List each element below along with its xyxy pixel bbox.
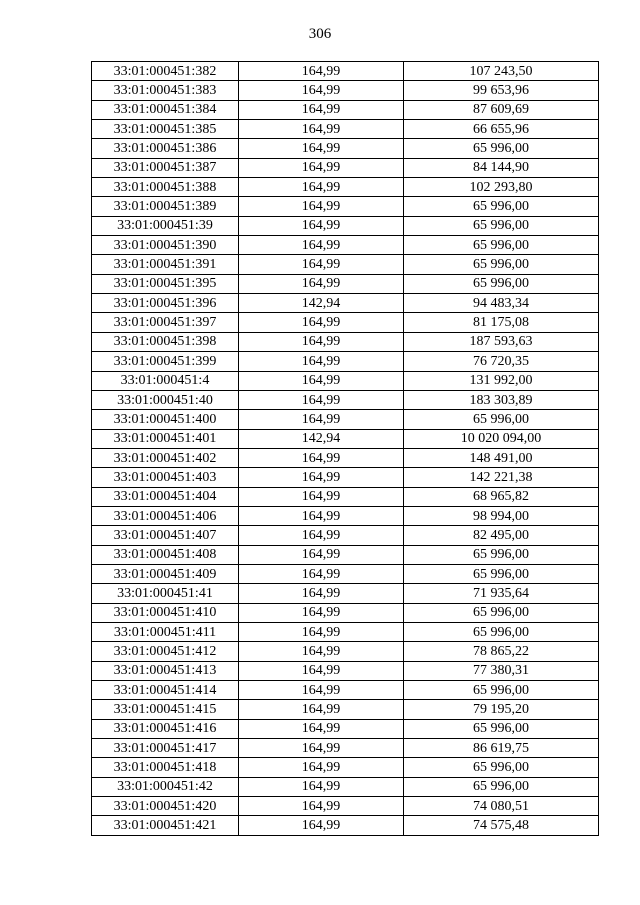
cadastral-number-cell: 33:01:000451:396 <box>92 294 239 313</box>
table-row <box>92 564 599 583</box>
value-cell: 98 994,00 <box>404 506 599 525</box>
table-row <box>92 719 599 738</box>
area-cell: 164,99 <box>239 371 404 390</box>
cadastral-number-cell: 33:01:000451:386 <box>92 139 239 158</box>
table-row <box>92 332 599 351</box>
table-row <box>92 313 599 332</box>
table-row <box>92 700 599 719</box>
cadastral-number-cell: 33:01:000451:417 <box>92 739 239 758</box>
cadastral-number-cell: 33:01:000451:389 <box>92 197 239 216</box>
value-cell: 76 720,35 <box>404 352 599 371</box>
value-cell: 71 935,64 <box>404 584 599 603</box>
cadastral-number-cell: 33:01:000451:409 <box>92 564 239 583</box>
value-cell: 65 996,00 <box>404 410 599 429</box>
area-cell: 164,99 <box>239 603 404 622</box>
table-row <box>92 352 599 371</box>
cadastral-number-cell: 33:01:000451:399 <box>92 352 239 371</box>
area-cell: 164,99 <box>239 487 404 506</box>
area-cell: 164,99 <box>239 642 404 661</box>
table-row <box>92 294 599 313</box>
cadastral-number-cell: 33:01:000451:382 <box>92 62 239 81</box>
cadastral-number-cell: 33:01:000451:385 <box>92 120 239 139</box>
area-cell: 164,99 <box>239 468 404 487</box>
table-row <box>92 100 599 119</box>
table-row <box>92 390 599 409</box>
table-row <box>92 255 599 274</box>
cadastral-number-cell: 33:01:000451:420 <box>92 797 239 816</box>
table-row <box>92 120 599 139</box>
area-cell: 142,94 <box>239 294 404 313</box>
table-body <box>92 62 599 836</box>
value-cell: 66 655,96 <box>404 120 599 139</box>
area-cell: 164,99 <box>239 332 404 351</box>
value-cell: 65 996,00 <box>404 758 599 777</box>
value-cell: 94 483,34 <box>404 294 599 313</box>
area-cell: 164,99 <box>239 758 404 777</box>
table-row <box>92 758 599 777</box>
area-cell: 164,99 <box>239 313 404 332</box>
cadastral-number-cell: 33:01:000451:40 <box>92 390 239 409</box>
value-cell: 65 996,00 <box>404 545 599 564</box>
area-cell: 164,99 <box>239 719 404 738</box>
value-cell: 86 619,75 <box>404 739 599 758</box>
area-cell: 164,99 <box>239 410 404 429</box>
area-cell: 164,99 <box>239 216 404 235</box>
cadastral-number-cell: 33:01:000451:388 <box>92 178 239 197</box>
area-cell: 164,99 <box>239 100 404 119</box>
cadastral-number-cell: 33:01:000451:403 <box>92 468 239 487</box>
area-cell: 164,99 <box>239 816 404 835</box>
value-cell: 65 996,00 <box>404 216 599 235</box>
table-row <box>92 739 599 758</box>
value-cell: 102 293,80 <box>404 178 599 197</box>
table-row <box>92 816 599 835</box>
cadastral-number-cell: 33:01:000451:39 <box>92 216 239 235</box>
area-cell: 164,99 <box>239 236 404 255</box>
value-cell: 65 996,00 <box>404 255 599 274</box>
cadastral-number-cell: 33:01:000451:407 <box>92 526 239 545</box>
table-row <box>92 584 599 603</box>
cadastral-number-cell: 33:01:000451:413 <box>92 661 239 680</box>
cadastral-number-cell: 33:01:000451:41 <box>92 584 239 603</box>
value-cell: 65 996,00 <box>404 603 599 622</box>
table-row <box>92 487 599 506</box>
area-cell: 164,99 <box>239 139 404 158</box>
value-cell: 99 653,96 <box>404 81 599 100</box>
value-cell: 82 495,00 <box>404 526 599 545</box>
cadastral-number-cell: 33:01:000451:418 <box>92 758 239 777</box>
value-cell: 183 303,89 <box>404 390 599 409</box>
table-row <box>92 661 599 680</box>
table-row <box>92 448 599 467</box>
value-cell: 131 992,00 <box>404 371 599 390</box>
area-cell: 164,99 <box>239 178 404 197</box>
table-row <box>92 797 599 816</box>
value-cell: 65 996,00 <box>404 197 599 216</box>
table-row <box>92 429 599 448</box>
value-cell: 68 965,82 <box>404 487 599 506</box>
area-cell: 164,99 <box>239 661 404 680</box>
table-row <box>92 274 599 293</box>
value-cell: 65 996,00 <box>404 139 599 158</box>
value-cell: 148 491,00 <box>404 448 599 467</box>
area-cell: 164,99 <box>239 255 404 274</box>
area-cell: 164,99 <box>239 448 404 467</box>
value-cell: 78 865,22 <box>404 642 599 661</box>
cadastral-number-cell: 33:01:000451:398 <box>92 332 239 351</box>
value-cell: 79 195,20 <box>404 700 599 719</box>
value-cell: 65 996,00 <box>404 236 599 255</box>
value-cell: 10 020 094,00 <box>404 429 599 448</box>
table-row <box>92 506 599 525</box>
area-cell: 164,99 <box>239 158 404 177</box>
area-cell: 164,99 <box>239 777 404 796</box>
value-cell: 187 593,63 <box>404 332 599 351</box>
area-cell: 164,99 <box>239 545 404 564</box>
value-cell: 65 996,00 <box>404 719 599 738</box>
cadastral-number-cell: 33:01:000451:401 <box>92 429 239 448</box>
table-row <box>92 526 599 545</box>
table-row <box>92 178 599 197</box>
cadastral-number-cell: 33:01:000451:395 <box>92 274 239 293</box>
table-row <box>92 216 599 235</box>
value-cell: 65 996,00 <box>404 564 599 583</box>
area-cell: 164,99 <box>239 81 404 100</box>
area-cell: 142,94 <box>239 429 404 448</box>
area-cell: 164,99 <box>239 622 404 641</box>
cadastral-number-cell: 33:01:000451:387 <box>92 158 239 177</box>
area-cell: 164,99 <box>239 352 404 371</box>
table-row <box>92 468 599 487</box>
cadastral-number-cell: 33:01:000451:402 <box>92 448 239 467</box>
area-cell: 164,99 <box>239 564 404 583</box>
area-cell: 164,99 <box>239 700 404 719</box>
table-row <box>92 197 599 216</box>
area-cell: 164,99 <box>239 274 404 293</box>
value-cell: 107 243,50 <box>404 62 599 81</box>
area-cell: 164,99 <box>239 797 404 816</box>
table-row <box>92 603 599 622</box>
area-cell: 164,99 <box>239 390 404 409</box>
cadastral-number-cell: 33:01:000451:411 <box>92 622 239 641</box>
area-cell: 164,99 <box>239 120 404 139</box>
page-number: 306 <box>308 26 332 42</box>
cadastral-number-cell: 33:01:000451:416 <box>92 719 239 738</box>
table-row <box>92 681 599 700</box>
table-row <box>92 777 599 796</box>
cadastral-number-cell: 33:01:000451:406 <box>92 506 239 525</box>
table-row <box>92 158 599 177</box>
area-cell: 164,99 <box>239 197 404 216</box>
value-cell: 142 221,38 <box>404 468 599 487</box>
cadastral-number-cell: 33:01:000451:42 <box>92 777 239 796</box>
cadastral-number-cell: 33:01:000451:384 <box>92 100 239 119</box>
value-cell: 77 380,31 <box>404 661 599 680</box>
data-table <box>91 61 599 836</box>
area-cell: 164,99 <box>239 739 404 758</box>
table-row <box>92 622 599 641</box>
cadastral-number-cell: 33:01:000451:383 <box>92 81 239 100</box>
area-cell: 164,99 <box>239 584 404 603</box>
value-cell: 65 996,00 <box>404 622 599 641</box>
value-cell: 74 080,51 <box>404 797 599 816</box>
value-cell: 84 144,90 <box>404 158 599 177</box>
cadastral-number-cell: 33:01:000451:390 <box>92 236 239 255</box>
cadastral-number-cell: 33:01:000451:414 <box>92 681 239 700</box>
cadastral-number-cell: 33:01:000451:397 <box>92 313 239 332</box>
table-row <box>92 371 599 390</box>
value-cell: 87 609,69 <box>404 100 599 119</box>
cadastral-number-cell: 33:01:000451:404 <box>92 487 239 506</box>
cadastral-number-cell: 33:01:000451:391 <box>92 255 239 274</box>
value-cell: 81 175,08 <box>404 313 599 332</box>
value-cell: 65 996,00 <box>404 681 599 700</box>
area-cell: 164,99 <box>239 526 404 545</box>
area-cell: 164,99 <box>239 681 404 700</box>
cadastral-number-cell: 33:01:000451:4 <box>92 371 239 390</box>
cadastral-number-cell: 33:01:000451:415 <box>92 700 239 719</box>
value-cell: 65 996,00 <box>404 777 599 796</box>
table-row <box>92 545 599 564</box>
table-row <box>92 410 599 429</box>
area-cell: 164,99 <box>239 62 404 81</box>
table-row <box>92 236 599 255</box>
value-cell: 74 575,48 <box>404 816 599 835</box>
cadastral-number-cell: 33:01:000451:421 <box>92 816 239 835</box>
table-row <box>92 81 599 100</box>
cadastral-number-cell: 33:01:000451:408 <box>92 545 239 564</box>
cadastral-number-cell: 33:01:000451:410 <box>92 603 239 622</box>
table-row <box>92 642 599 661</box>
table-row <box>92 62 599 81</box>
table-row <box>92 139 599 158</box>
area-cell: 164,99 <box>239 506 404 525</box>
cadastral-number-cell: 33:01:000451:400 <box>92 410 239 429</box>
value-cell: 65 996,00 <box>404 274 599 293</box>
cadastral-number-cell: 33:01:000451:412 <box>92 642 239 661</box>
